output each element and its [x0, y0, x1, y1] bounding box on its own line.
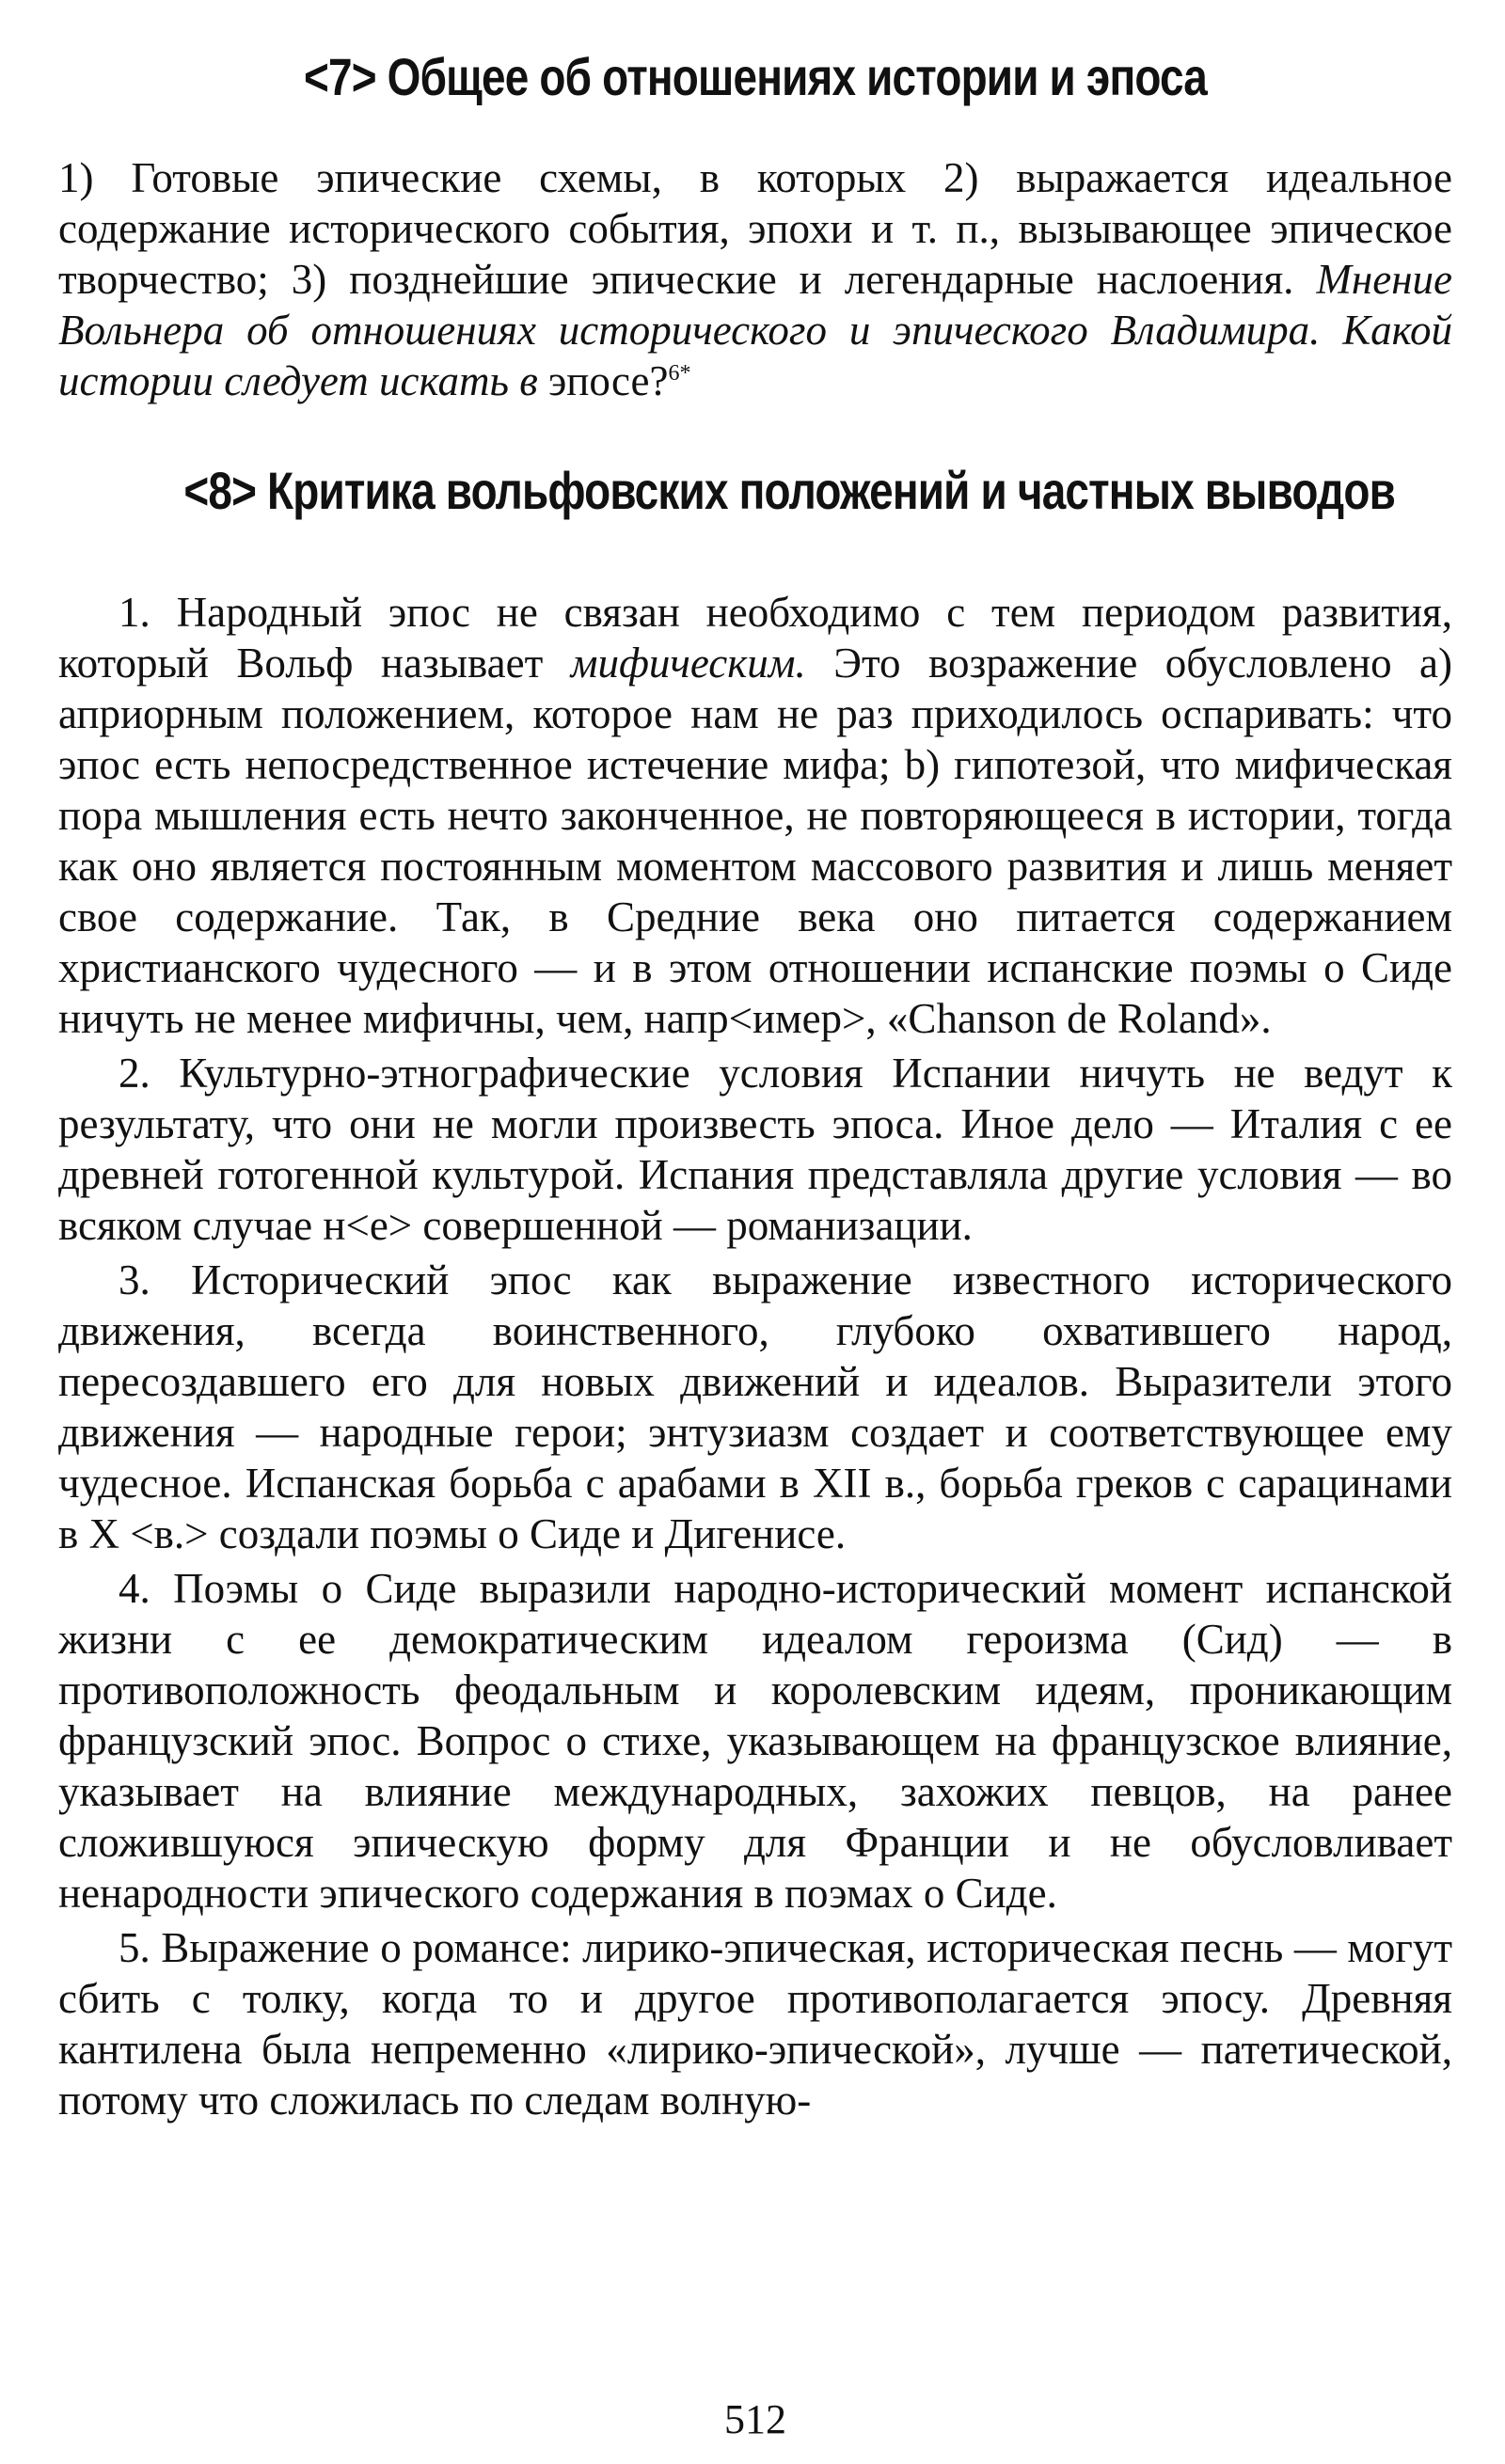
footnote-mark: 6* — [668, 361, 691, 386]
section-7-text: 1) Готовые эпические схемы, в которых 2) выражается идеальное содержание исторического события, эпохи и т. п., вызывающее эпическое творчество; 3) позднейшие эпические и легендарные наслоения. — [58, 154, 1452, 303]
section-7-text-end: эпосе? — [537, 357, 669, 404]
section-8-title: <8> Критика вольфовских положений и частных выводов — [183, 461, 1395, 520]
section-7-title: <7> Общее об отношениях истории и эпоса — [304, 47, 1207, 106]
numbered-paragraph-2: 2. Культурно-этнографические условия Испании ничуть не ведут к результату, что они не могли произвесть эпоса. Иное дело — Италия с ее древней готогенной культурой. Испания представляла другие условия — во всяком случае н<е> совершенной — романизации. — [58, 1050, 1452, 1249]
numbered-paragraph-4: 4. Поэмы о Сиде выразили народно-исторический момент испанской жизни с ее демократическим идеалом героизма (Сид) — в противоположность феодальным и королевским идеям, проникающим французский эпос. Вопрос о стихе, указывающем на французское влияние, указывает на влияние международных, захожих певцов, на ранее сложившуюся эпическую форму для Франции и не обусловливает ненародности эпического содержания в поэмах о Сиде. — [58, 1565, 1452, 1917]
paragraph-1-italic: мифическим. — [570, 640, 806, 687]
numbered-paragraph-3: 3. Исторический эпос как выражение известного исторического движения, всегда воинственного, глубоко охватившего народ, пересоздавшего его для новых движений и идеалов. Выразители этого движения — народные герои; энтузиазм создает и соответствующее ему чудесное. Испанская борьба с арабами в XII в., борьба греков с сарацинами в X <в.> создали поэмы о Сиде и Дигенисе. — [58, 1256, 1452, 1557]
page-number: 512 — [724, 2396, 786, 2442]
book-page — [58, 0, 1452, 2464]
paragraph-1-text-b: Это возражение обусловлено а) априорным положением, которое нам не раз приходилось оспаривать: что эпос есть непосредственное истечение мифа; b) гипотезой, что мифическая пора мышления есть нечто законченное, не повторяющееся в истории, тогда как оно является постоянным моментом массового развития и лишь меняет свое содержание. Так, в Средние века оно питается содержанием христианского чудесного — и в этом отношении испанские поэмы о Сиде ничуть не менее мифичны, чем, напр<имер>, «Chanson de Roland». — [58, 640, 1453, 1042]
section-7-italic-text: Мнение Вольнера об отношениях исторического и эпического Владимира. Какой истории следует искать в — [58, 256, 1452, 404]
numbered-paragraph-5: 5. Выражение о романсе: лирико-эпическая, историческая песнь — могут сбить с толку, когда то и другое противополагается эпосу. Древняя кантилена была непременно «лирико-эпической», лучше — патетической, потому что сложилась по следам волную- — [58, 1924, 1452, 2124]
numbered-paragraph-1 — [58, 587, 1452, 1044]
section-7-paragraph — [58, 152, 1452, 406]
paragraph-1-text-a: 1. Народный эпос не связан необходимо с тем периодом развития, который Вольф называет — [58, 589, 1452, 687]
